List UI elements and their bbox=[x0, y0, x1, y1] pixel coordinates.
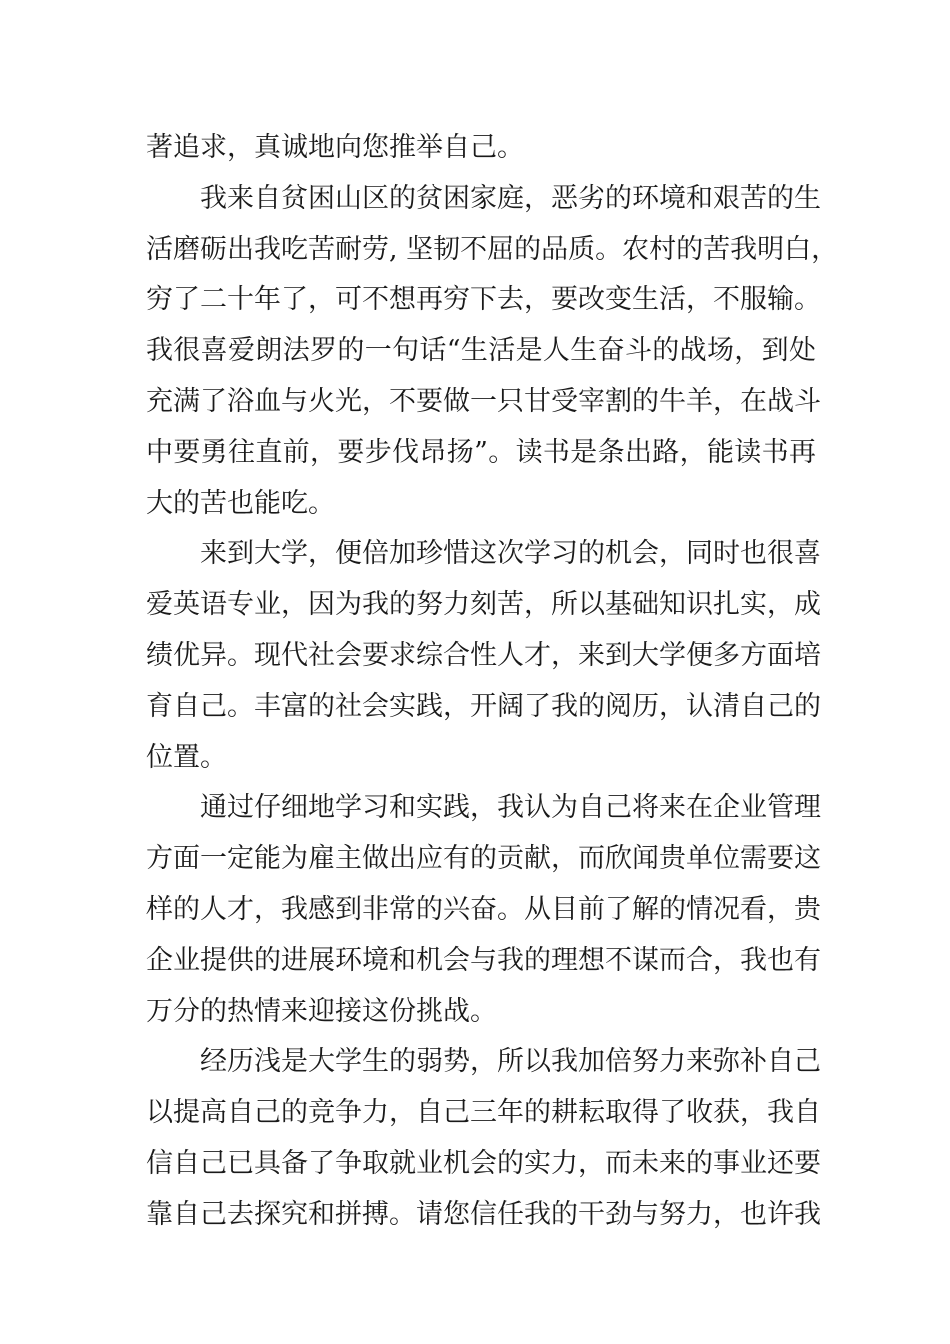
text-line: 靠自己去探究和拼搏。请您信任我的干劲与努力，也许我 bbox=[146, 1198, 821, 1230]
text-line: 样的人才，我感到非常的兴奋。从目前了解的情况看，贵 bbox=[146, 893, 821, 925]
letter-body-text bbox=[146, 123, 839, 1241]
text-line: 育自己。丰富的社会实践，开阔了我的阅历，认清自己的 bbox=[146, 690, 821, 722]
text-line: 我很喜爱朗法罗的一句话“生活是人生奋斗的战场，到处 bbox=[146, 335, 816, 367]
text-line: 来到大学，便倍加珍惜这次学习的机会，同时也很喜 bbox=[200, 538, 821, 570]
text-line: 我来自贫困山区的贫困家庭，恶劣的环境和艰苦的生 bbox=[200, 182, 821, 214]
text-line: 绩优异。现代社会要求综合性人才，来到大学便多方面培 bbox=[146, 639, 821, 671]
text-line: 穷了二十年了，可不想再穷下去，要改变生活，不服输。 bbox=[146, 284, 821, 316]
text-line: 以提高自己的竞争力，自己三年的耕耘取得了收获，我自 bbox=[146, 1097, 821, 1129]
text-line: 大的苦也能吃。 bbox=[146, 487, 335, 519]
text-line: 位置。 bbox=[146, 741, 227, 773]
text-line: 万分的热情来迎接这份挑战。 bbox=[146, 995, 497, 1027]
text-line: 充满了浴血与火光，不要做一只甘受宰割的牛羊，在战斗 bbox=[146, 385, 821, 417]
text-line: 中要勇往直前，要步伐昂扬”。读书是条出路，能读书再 bbox=[146, 436, 816, 468]
text-line: 爱英语专业，因为我的努力刻苦，所以基础知识扎实，成 bbox=[146, 589, 821, 621]
text-line: 活磨砺出我吃苦耐劳, 坚韧不屈的品质。农村的苦我明白， bbox=[146, 233, 839, 265]
text-line: 经历浅是大学生的弱势，所以我加倍努力来弥补自己 bbox=[200, 1046, 821, 1078]
text-line: 方面一定能为雇主做出应有的贡献，而欣闻贵单位需要这 bbox=[146, 843, 821, 875]
text-line: 企业提供的进展环境和机会与我的理想不谋而合，我也有 bbox=[146, 944, 821, 976]
text-line: 著追求，真诚地向您推举自己。 bbox=[146, 132, 524, 163]
text-line: 信自己已具备了争取就业机会的实力，而未来的事业还要 bbox=[146, 1147, 821, 1179]
text-line: 通过仔细地学习和实践，我认为自己将来在企业管理 bbox=[200, 792, 821, 824]
